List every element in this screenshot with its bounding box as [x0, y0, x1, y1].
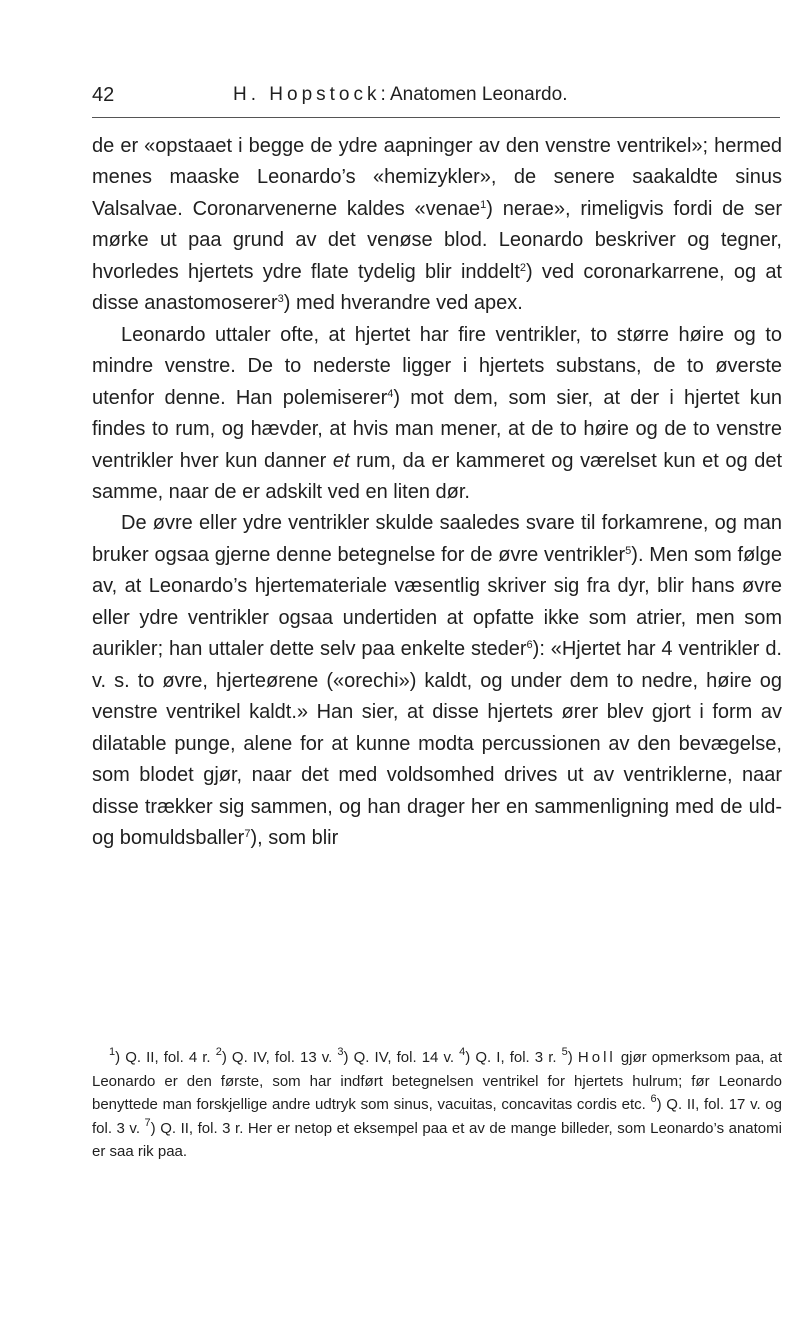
emphasis: et: [332, 449, 350, 472]
footnote-ref: 4: [387, 387, 394, 400]
text-run: ) mot dem, som sier, at der i hjertet kun findes to rum, og hævder, at hvis man mener, at de to høire og de to venstre ventrikler hver kun danner: [92, 386, 783, 472]
footnote-block: [92, 1046, 782, 1164]
text-run: Leonardo uttaler ofte, at hjertet har fire ventrikler, to større høire og to mindre venstre. De to nederste ligger i hjertets substans, de to øverste utenfor denne. Han polemiserer: [92, 323, 782, 409]
text-run: ) nerae», rimeligvis fordi de ser mørke ut paa grund av det venøse blod. Leonardo beskriver og tegner, hvorledes hjertets ydre flate tydelig blir inddelt: [92, 197, 782, 283]
footnote-number: 6: [650, 1092, 657, 1105]
footnote-number: 4: [459, 1045, 466, 1058]
spaced-name: Holl: [577, 1049, 616, 1066]
paragraph-1: [92, 131, 782, 320]
page-number: 42: [92, 84, 115, 106]
footnote-text: ) Q. I, fol. 3 r.: [465, 1049, 562, 1066]
footnote-ref: 2: [519, 261, 527, 274]
footnote-number: 2: [215, 1045, 222, 1058]
text-run: ): «Hjertet har 4 ventrikler d. v. s. to øvre, hjerteørene («orechi») kaldt, og under dem to nedre, høire og venstre ventrikel kaldt.» Han sier, at disse hjertets ører blev gjort i form av dilatable punge, alene for at kunne modta percussionen av den bevægelse, som blodet gjør, naar det med voldsomhed drives ut av ventriklerne, naar disse trækker sig sammen, og han drager her en sammenligning med de uld- og bomuldsballer: [92, 638, 782, 849]
footnote-ref: 7: [244, 827, 251, 840]
text-run: ). Men som følge av, at Leonardo’s hjertemateriale væsentlig skriver sig fra dyr, blir hans øvre eller ydre ventrikler ogsaa undertiden at opfatte ikke som atrier, men som aurikler; han uttaler dette selv paa enkelte steder: [92, 543, 782, 661]
header-author: H. Hopstock: [233, 84, 381, 105]
footnote-text: ): [567, 1049, 578, 1066]
header-colon: :: [380, 84, 390, 105]
footnote-number: 5: [561, 1045, 568, 1058]
footnote-number: 1: [109, 1045, 116, 1058]
header-rule: [92, 117, 780, 118]
footnote-number: 3: [337, 1045, 344, 1058]
paragraph-3: [92, 508, 782, 854]
footnote-ref: 6: [526, 639, 533, 652]
footnotes: [92, 1046, 782, 1164]
footnote-ref: 5: [625, 544, 632, 557]
footnote-text: ) Q. IV, fol. 14 v.: [343, 1049, 460, 1066]
text-run: ), som blir: [250, 826, 339, 849]
footnote-ref: 3: [277, 293, 284, 306]
main-text: [92, 131, 782, 854]
footnote-text: ) Q. II, fol. 4 r.: [115, 1049, 216, 1066]
running-title: [233, 84, 567, 106]
footnote-ref: 1: [480, 198, 487, 211]
footnote-text: ) Q. IV, fol. 13 v.: [221, 1049, 338, 1066]
text-run: de er «opstaaet i begge de ydre aapninger av den venstre ventrikel»; hermed menes maaske Leonardo’s «hemizykler», de senere saakaldte sinus Valsalvae. Coronarvenerne kaldes «venae: [92, 135, 782, 220]
footnote-text: ) Q. II, fol. 3 r. Her er netop et eksempel paa et av de mange billeder, som Leonardo’s anatomi er saa rik paa.: [92, 1119, 782, 1160]
footnote-number: 7: [144, 1116, 151, 1129]
header-title: Anatomen Leonardo.: [390, 84, 568, 105]
running-header: [92, 84, 782, 118]
text-run: rum, da er kammeret og værelset kun et og det samme, naar de er adskilt ved en liten dør.: [92, 449, 782, 503]
footnote-text: gjør opmerksom paa, at Leonardo er den første, som har indført betegnelsen ventrikel for hjertets hulrum; før Leonardo benyttede man forskjellige andre udtryk som sinus, vacuitas, concavitas cordis etc.: [92, 1049, 782, 1113]
text-run: ) med hverandre ved apex.: [283, 292, 523, 315]
paragraph-2: [92, 320, 782, 509]
text-run: De øvre eller ydre ventrikler skulde saaledes svare til forkamrene, og man bruker ogsaa gjerne denne betegnelse for de øvre ventrikler: [92, 512, 782, 566]
footnote-text: ) Q. II, fol. 17 v. og fol. 3 v.: [92, 1096, 782, 1137]
text-run: ) ved coronarkarrene, og at disse anastomoserer: [92, 260, 782, 315]
